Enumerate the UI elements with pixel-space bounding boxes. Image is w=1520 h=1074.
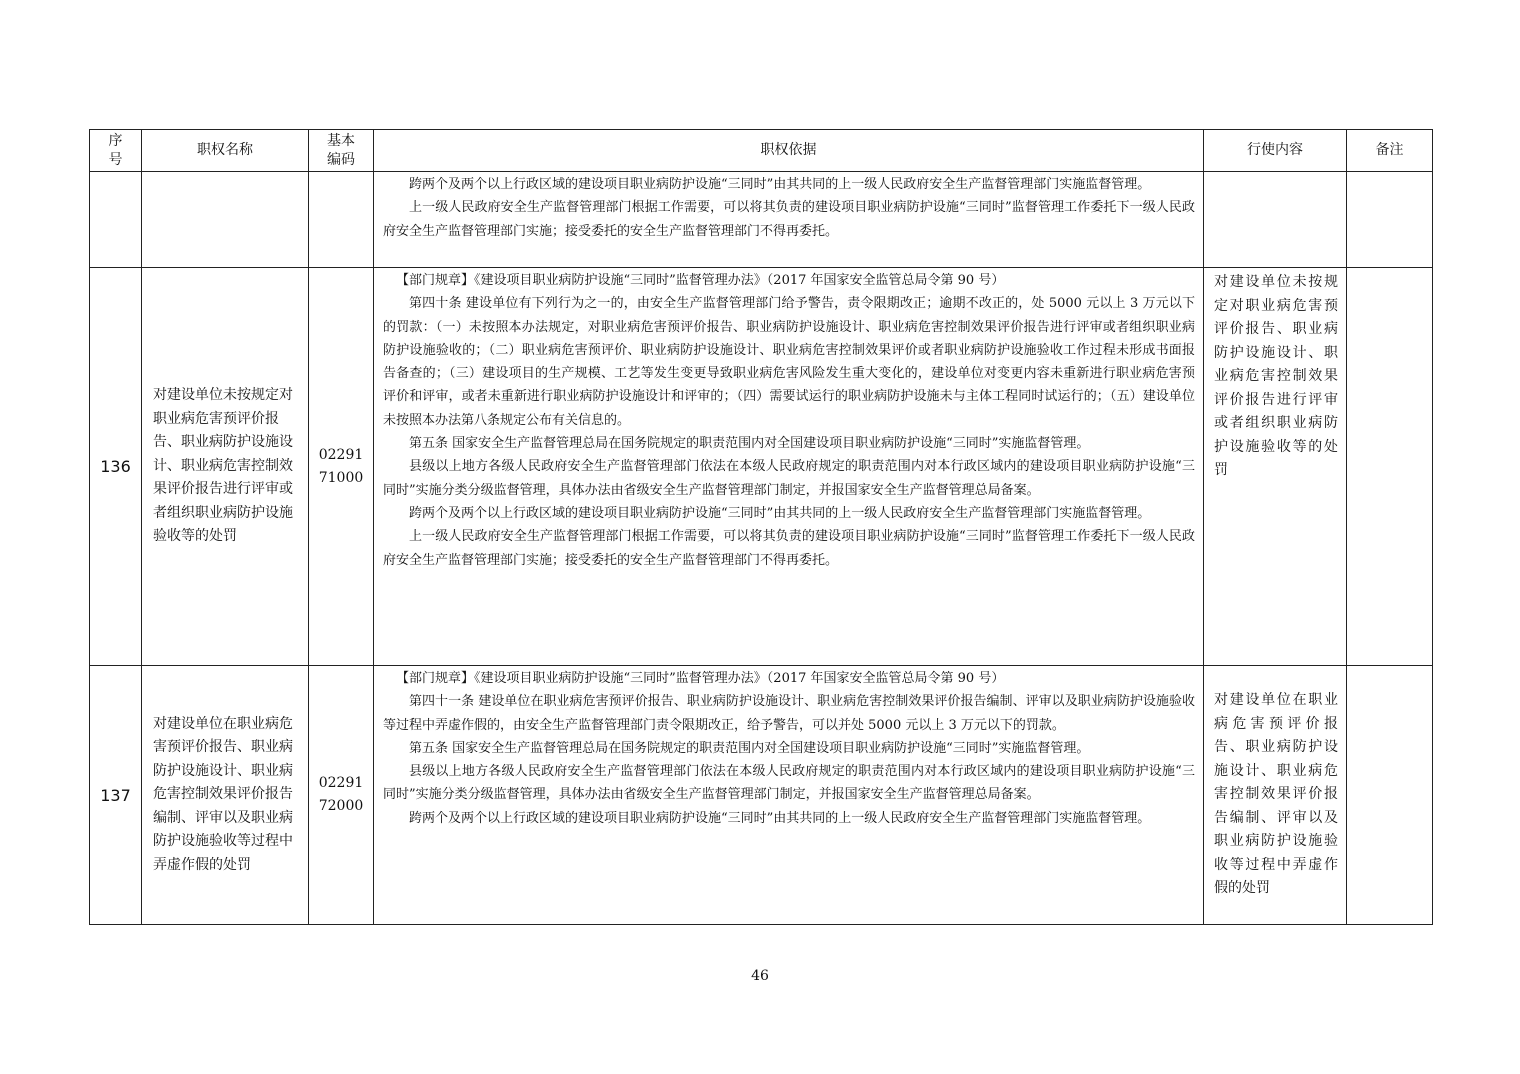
basis-paragraph: 县级以上地方各级人民政府安全生产监督管理部门依法在本级人民政府规定的职责范围内对本行政区域内的建设项目职业病防护设施“三同时”实施分类分级监督管理，具体办法由省级安全生产监督管理部门制定，并报国家安全生产监督管理总局备案。 bbox=[383, 459, 1195, 498]
basic-code bbox=[309, 172, 374, 268]
authority-basis bbox=[374, 172, 1204, 268]
header-name: 职权名称 bbox=[142, 130, 309, 172]
exercise-content: 对建设单位未按规定对职业病危害预评价报告、职业病防护设施设计、职业病危害控制效果评价报告进行评审或者组织职业病防护设施验收等的处罚 bbox=[1204, 268, 1347, 666]
basic-code: 02291 72000 bbox=[309, 666, 374, 925]
table-row bbox=[90, 666, 1433, 925]
authority-basis bbox=[374, 666, 1204, 925]
row-number: 137 bbox=[90, 666, 142, 925]
basis-paragraph: 第五条 国家安全生产监督管理总局在国务院规定的职责范围内对全国建设项目职业病防护设施“三同时”实施监督管理。 bbox=[409, 436, 1090, 452]
page-number: 46 bbox=[751, 968, 769, 984]
table-header-row bbox=[90, 130, 1433, 172]
basis-paragraph: 跨两个及两个以上行政区域的建设项目职业病防护设施“三同时”由其共同的上一级人民政府安全生产监督管理部门实施监督管理。 bbox=[409, 810, 1151, 826]
remarks bbox=[1347, 172, 1433, 268]
basis-paragraph: 第四十一条 建设单位在职业病危害预评价报告、职业病防护设施设计、职业病危害控制效果评价报告编制、评审以及职业病防护设施验收等过程中弄虚作假的，由安全生产监督管理部门责令限期改正，给予警告，可以并处 5000 元以上 3 万元以下的罚款。 bbox=[383, 694, 1195, 733]
basis-paragraph: 跨两个及两个以上行政区域的建设项目职业病防护设施“三同时”由其共同的上一级人民政府安全生产监督管理部门实施监督管理。 bbox=[409, 177, 1151, 192]
basis-paragraph: 跨两个及两个以上行政区域的建设项目职业病防护设施“三同时”由其共同的上一级人民政府安全生产监督管理部门实施监督管理。 bbox=[409, 505, 1151, 521]
header-basis: 职权依据 bbox=[374, 130, 1204, 172]
exercise-content: 对建设单位在职业病危害预评价报告、职业病防护设施设计、职业病危害控制效果评价报告编制、评审以及职业病防护设施验收等过程中弄虚作假的处罚 bbox=[1204, 666, 1347, 925]
header-code: 基本 编码 bbox=[309, 130, 374, 172]
authority-table bbox=[89, 129, 1433, 925]
remarks bbox=[1347, 666, 1433, 925]
row-number bbox=[90, 172, 142, 268]
basic-code: 02291 71000 bbox=[309, 268, 374, 666]
authority-basis bbox=[374, 268, 1204, 666]
basis-paragraph: 第四十条 建设单位有下列行为之一的，由安全生产监督管理部门给予警告，责令限期改正；逾期不改正的，处 5000 元以上 3 万元以下的罚款：（一）未按照本办法规定，对职业病危害预评价报告、职业病防护设施设计、职业病危害控制效果评价报告进行评审或者组织职业病防护设施验收的；（二）职业病危害预评价、职业病防护设施设计、职业病危害控制效果评价或者职业病防护设施验收工作过程未形成书面报告备查的；（三）建设项目的生产规模、工艺等发生变更导致职业病危害风险发生重大变化的，建设单位对变更内容未重新进行职业病危害预评价和评审，或者未重新进行职业病防护设施设计和评审的；（四）需要试运行的职业病防护设施未与主体工程同时试运行的；（五）建设单位未按照本办法第八条规定公布有关信息的。 bbox=[383, 296, 1195, 428]
basis-paragraph: 县级以上地方各级人民政府安全生产监督管理部门依法在本级人民政府规定的职责范围内对本行政区域内的建设项目职业病防护设施“三同时”实施分类分级监督管理，具体办法由省级安全生产监督管理部门制定，并报国家安全生产监督管理总局备案。 bbox=[383, 764, 1195, 803]
basis-paragraph: 第五条 国家安全生产监督管理总局在国务院规定的职责范围内对全国建设项目职业病防护设施“三同时”实施监督管理。 bbox=[409, 740, 1090, 756]
remarks bbox=[1347, 268, 1433, 666]
authority-name bbox=[142, 172, 309, 268]
table-row bbox=[90, 268, 1433, 666]
authority-name: 对建设单位未按规定对职业病危害预评价报告、职业病防护设施设计、职业病危害控制效果评价报告进行评审或者组织职业病防护设施验收等的处罚 bbox=[142, 268, 309, 666]
exercise-content bbox=[1204, 172, 1347, 268]
header-content: 行使内容 bbox=[1204, 130, 1347, 172]
row-number: 136 bbox=[90, 268, 142, 666]
authority-name: 对建设单位在职业病危害预评价报告、职业病防护设施设计、职业病危害控制效果评价报告编制、评审以及职业病防护设施验收等过程中弄虚作假的处罚 bbox=[142, 666, 309, 925]
basis-paragraph: 【部门规章】《建设项目职业病防护设施“三同时”监督管理办法》（2017 年国家安全监管总局令第 90 号） bbox=[396, 671, 1005, 686]
table-row bbox=[90, 172, 1433, 268]
basis-paragraph: 【部门规章】《建设项目职业病防护设施“三同时”监督管理办法》（2017 年国家安全监管总局令第 90 号） bbox=[396, 273, 1005, 288]
header-seq: 序 号 bbox=[90, 130, 142, 172]
basis-paragraph: 上一级人民政府安全生产监督管理部门根据工作需要，可以将其负责的建设项目职业病防护设施“三同时”监督管理工作委托下一级人民政府安全生产监督管理部门实施；接受委托的安全生产监督管理部门不得再委托。 bbox=[383, 200, 1195, 239]
header-note: 备注 bbox=[1347, 130, 1433, 172]
basis-paragraph: 上一级人民政府安全生产监督管理部门根据工作需要，可以将其负责的建设项目职业病防护设施“三同时”监督管理工作委托下一级人民政府安全生产监督管理部门实施；接受委托的安全生产监督管理部门不得再委托。 bbox=[383, 529, 1195, 568]
